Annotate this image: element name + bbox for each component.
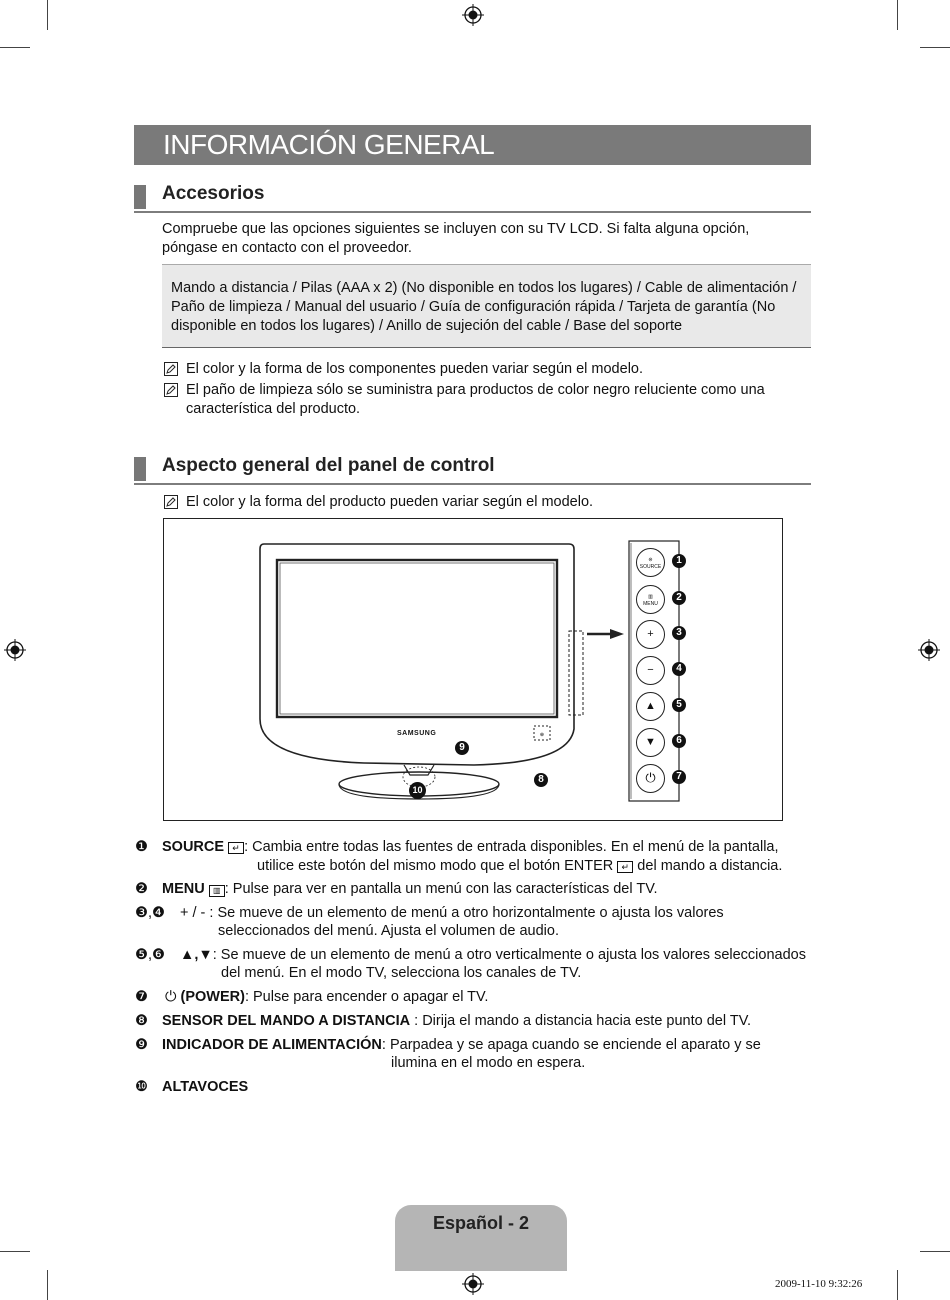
note-text: El paño de limpieza sólo se suministra para productos de color negro reluciente como una característica del producto.	[186, 382, 765, 417]
channel-up-button[interactable]	[636, 692, 665, 721]
callout-9: 9	[455, 741, 469, 755]
up-label: ▲	[645, 700, 656, 712]
callout-1: 1	[672, 554, 686, 568]
registration-mark-icon	[462, 1273, 484, 1295]
accessory-list-box	[162, 264, 811, 348]
source-button[interactable]: ⊜ SOURCE	[636, 548, 665, 577]
registration-mark-icon	[4, 639, 26, 661]
section-heading-accesorios	[134, 183, 811, 213]
registration-mark-icon	[918, 639, 940, 661]
volume-up-button[interactable]	[636, 620, 665, 649]
power-icon: ⏻	[165, 989, 177, 1005]
menu-icon: ▥	[209, 885, 225, 897]
desc-num: ❾	[135, 1037, 148, 1053]
crop-mark	[0, 1251, 30, 1252]
tv-diagram	[163, 518, 783, 821]
section-heading-panel	[134, 455, 811, 485]
desc-num: ❶	[135, 839, 148, 855]
desc-num: ❷	[135, 881, 148, 897]
crop-mark	[47, 1270, 48, 1300]
note-icon	[164, 362, 178, 376]
callout-2: 2	[672, 591, 686, 605]
brand-logo: SAMSUNG	[397, 730, 437, 737]
desc-speakers	[162, 1078, 248, 1097]
crop-mark	[920, 1251, 950, 1252]
desc-num: ❿	[135, 1079, 148, 1095]
enter-icon: ↵	[617, 861, 633, 873]
desc-source	[162, 838, 779, 857]
page-title: INFORMACIÓN GENERAL	[163, 129, 495, 160]
accessory-list: Mando a distancia / Pilas (AAA x 2) (No disponible en todos los lugares) / Cable de alimentación / Paño de limpieza / Manual del usuario / Guía de configuración rápida / Tarjeta de garantía (No disponible en todos los lugares) / Anillo de sujeción del cable / Base del soporte	[171, 280, 797, 334]
page-title-bar	[134, 125, 811, 165]
plus-label: +	[647, 628, 654, 640]
note-text: El color y la forma de los componentes pueden variar según el modelo.	[186, 361, 644, 377]
section-title: Accesorios	[162, 183, 265, 204]
desc-power	[165, 988, 488, 1007]
channel-down-button[interactable]	[636, 728, 665, 757]
callout-5: 5	[672, 698, 686, 712]
note-text: El color y la forma del producto pueden variar según el modelo.	[186, 494, 594, 510]
menu-button-label: MENU	[643, 601, 658, 607]
source-button-label: SOURCE	[639, 564, 662, 570]
callout-10: 10	[409, 782, 426, 799]
accesorios-intro: Compruebe que las opciones siguientes se incluyen con su TV LCD. Si falta alguna opción, póngase en contacto con el proveedor.	[162, 221, 750, 256]
desc-bold: SENSOR DEL MANDO A DISTANCIA	[162, 1013, 411, 1029]
desc-bold: ALTAVOCES	[162, 1079, 249, 1095]
page-footer-tab	[395, 1205, 567, 1271]
volume-down-button[interactable]	[636, 656, 665, 685]
desc-text: : Cambia entre todas las fuentes de entrada disponibles. En el menú de la pantalla,	[244, 839, 779, 855]
enter-icon: ↵	[228, 842, 244, 854]
desc-text: del mando a distancia.	[633, 858, 783, 874]
desc-num: ❼	[135, 989, 148, 1005]
tv-illustration	[164, 519, 784, 822]
desc-source-cont	[257, 857, 782, 876]
menu-button[interactable]: ▥ MENU	[636, 585, 665, 614]
callout-7: 7	[672, 770, 686, 784]
desc-bold: MENU	[162, 881, 205, 897]
print-timestamp: 2009-11-10 9:32:26	[775, 1278, 863, 1290]
crop-mark	[0, 47, 30, 48]
svg-text:⊕: ⊕	[539, 732, 545, 738]
desc-bold: + / -	[180, 905, 210, 921]
crop-mark	[47, 0, 48, 30]
page-number: Español - 2	[432, 1213, 530, 1233]
callout-3: 3	[672, 626, 686, 640]
desc-text: : Se mueve de un elemento de menú a otro horizontalmente o ajusta los valores	[209, 905, 724, 921]
crop-mark	[897, 0, 898, 30]
crop-mark	[897, 1270, 898, 1300]
desc-menu	[162, 880, 658, 899]
minus-label: −	[647, 664, 654, 676]
down-label: ▼	[645, 736, 656, 748]
desc-text: utilice este botón del mismo modo que el botón ENTER	[257, 858, 618, 874]
desc-bold: SOURCE	[162, 839, 225, 855]
registration-mark-icon	[462, 4, 484, 26]
desc-text: ilumina en el modo en espera.	[391, 1055, 586, 1071]
section-title: Aspecto general del panel de control	[162, 455, 495, 476]
callout-8: 8	[534, 773, 548, 787]
desc-indicator	[162, 1036, 761, 1055]
desc-bold: (POWER)	[180, 989, 245, 1005]
desc-num: ❽	[135, 1013, 148, 1029]
desc-text: : Dirija el mando a distancia hacia este punto del TV.	[410, 1013, 752, 1029]
power-icon: ⏻	[645, 770, 656, 785]
desc-text: : Pulse para ver en pantalla un menú con las características del TV.	[224, 881, 658, 897]
desc-sensor	[162, 1012, 751, 1031]
section-marker	[134, 457, 146, 481]
desc-text: del menú. En el modo TV, selecciona los canales de TV.	[221, 965, 582, 981]
crop-mark	[920, 47, 950, 48]
desc-bold: INDICADOR DE ALIMENTACIÓN	[162, 1037, 382, 1053]
desc-text: : Pulse para encender o apagar el TV.	[244, 989, 489, 1005]
note-icon	[164, 495, 178, 509]
note-icon	[164, 383, 178, 397]
desc-text: : Se mueve de un elemento de menú a otro verticalmente o ajusta los valores seleccionados	[212, 947, 806, 963]
callout-4: 4	[672, 662, 686, 676]
power-button[interactable]	[636, 764, 665, 793]
callout-6: 6	[672, 734, 686, 748]
desc-text: seleccionados del menú. Ajusta el volumen de audio.	[218, 923, 559, 939]
desc-num: ❺,❻	[135, 947, 166, 963]
desc-num: ❸,❹	[135, 905, 166, 921]
desc-volume	[180, 904, 724, 923]
section-marker	[134, 185, 146, 209]
desc-bold: ▲,▼	[180, 947, 213, 963]
desc-channel	[180, 946, 806, 965]
desc-text: : Parpadea y se apaga cuando se enciende el aparato y se	[381, 1037, 761, 1053]
